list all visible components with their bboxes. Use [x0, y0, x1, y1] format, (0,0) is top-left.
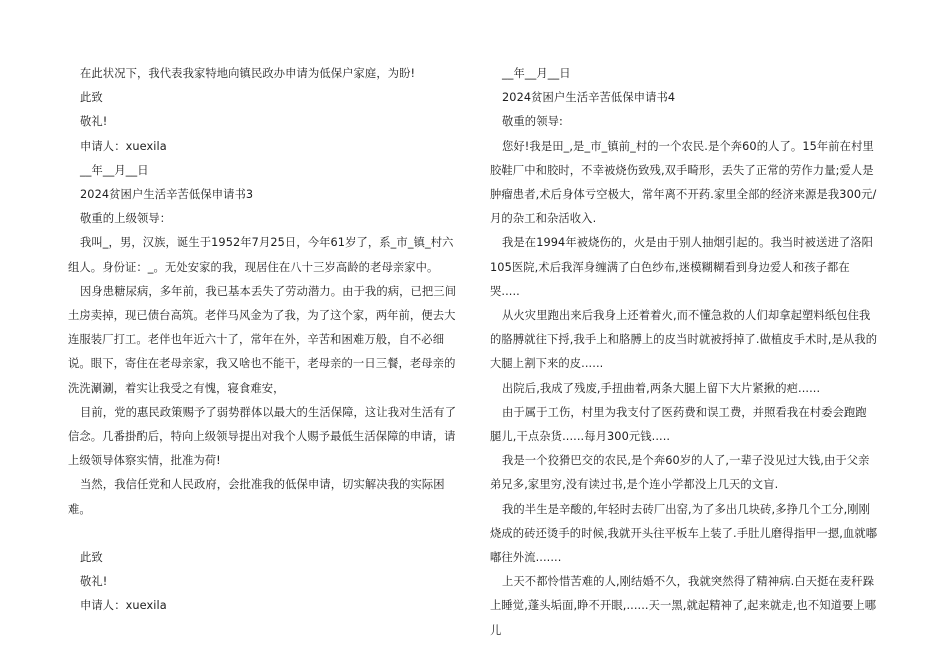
letter-3-cizhi: 此致: [80, 550, 103, 564]
letter-3-date: __年__月__日: [502, 67, 571, 80]
letter-3-paragraph-2: 因身患糖尿病，多年前，我已基本丢失了劳动潜力。由于我的病，已把三间土房卖掉，现已债台高筑。老伴马风金为了我，为了这个家，两年前，便去大连服装厂打工。老伴也年近六十了，常年在外，辛苦和困难万般，自不必细说。眼下，寄住在老母亲家，我又啥也不能干，老母亲的一日三餐，老母亲的洗洗涮涮，着实让我受之有愧，寝食难安，: [68, 284, 457, 395]
salutation-jingli: 敬礼!: [80, 115, 108, 129]
letter-3-paragraph-4: 当然，我信任党和人民政府，会批准我的低保申请，切实解决我的实际困难。: [68, 478, 445, 516]
letter-3-applicant: 申请人：xuexila: [80, 599, 167, 613]
letter-4-greeting: 敬重的领导:: [502, 115, 563, 129]
letter-4-paragraph-6: 我是一个狡猾巴交的农民,是个奔60岁的人了,一辈子没见过大钱,由于父亲弟兄多,家里穷,没有读过书,是个连小学都没上几天的文盲.: [490, 454, 870, 492]
letter-4-paragraph-2: 我是在1994年被烧伤的，火是由于别人抽烟引起的。我当时被送进了洛阳105医院,术后我浑身缠满了白色纱布,迷模糊糊看到身边爱人和孩子都在哭.....: [490, 236, 874, 298]
letter-3-title: 2024贫困户生活辛苦低保申请书3: [80, 188, 254, 202]
date-line: __年__月__日: [80, 163, 149, 177]
letter-4-paragraph-8: 上天不都怜惜苦难的人,刚结婚不久，我就突然得了精神病.白天挺在麦秆跺上睡觉,蓬头垢面,睁不开眼,......天一黑,就起精神了,起来就走,也不知道要上哪儿: [490, 575, 877, 637]
letter-4-paragraph-3: 从火灾里跑出来后我身上还着着火,而不懂急救的人们却拿起塑料纸包住我的胳膊就往下捋,我手上和胳膊上的皮当时就被捋掉了.做植皮手术时,是从我的大腿上割下来的皮......: [490, 309, 878, 371]
letter-4-paragraph-4: 出院后,我成了残废,手扭曲着,两条大腿上留下大片紧揪的疤......: [502, 381, 821, 395]
letter-4-paragraph-5: 由于属于工伤，村里为我支付了医药费和误工费，并照看我在村委会跑跑腿儿,干点杂货......每月300元钱.....: [490, 405, 867, 444]
letter-3-paragraph-3: 目前，党的惠民政策赐予了弱势群体以最大的生活保障，这让我对生活有了信念。几番掛酌后，特向上级领导提出对我个人赐予最低生活保障的申请，请上级领导体察实情，批准为荷!: [68, 405, 457, 468]
letter-3-greeting: 敬重的上级领导：: [80, 212, 172, 226]
letter-3-jingli: 敬礼!: [80, 575, 108, 589]
letter-4-paragraph-1: 您好!我是田_,是_市_镇前_村的一个农民.是个奔60的人了。15年前在村里胶鞋厂中和胶时，不幸被烧伤致残,双手畸形，丢失了正常的劳作力量;爱人是肿瘤患者,术后身体亏空极大，常年离不开药.家里全部的经济来源是我300元/月的杂工和杂活收入.: [490, 139, 877, 226]
letter-3-paragraph-1: 我叫_，男，汉族，诞生于1952年7月25日，今年61岁了，系_市_镇_村六组人。身份证：_。无处安家的我，现居住在八十三岁高龄的老母亲家中。: [68, 236, 454, 274]
applicant-line: 申请人：xuexila: [80, 139, 167, 153]
letter-4-paragraph-7: 我的半生是辛酸的,年轻时去砖厂出窑,为了多出几块砖,多挣几个工分,刚刚烧成的砖还烫手的时候,我就开头往平板车上装了.手肚儿磨得指甲一摁,血就嘟嘟往外流.......: [490, 502, 878, 565]
right-column: [490, 62, 878, 643]
left-column: [68, 62, 462, 618]
closing-request-line: 在此状况下，我代表我家特地向镇民政办申请为低保户家庭，为盼!: [80, 67, 416, 80]
salutation-cizhi: 此致: [80, 91, 103, 105]
blank-line: [68, 522, 462, 546]
letter-4-title: 2024贫困户生活辛苦低保申请书4: [502, 91, 676, 105]
